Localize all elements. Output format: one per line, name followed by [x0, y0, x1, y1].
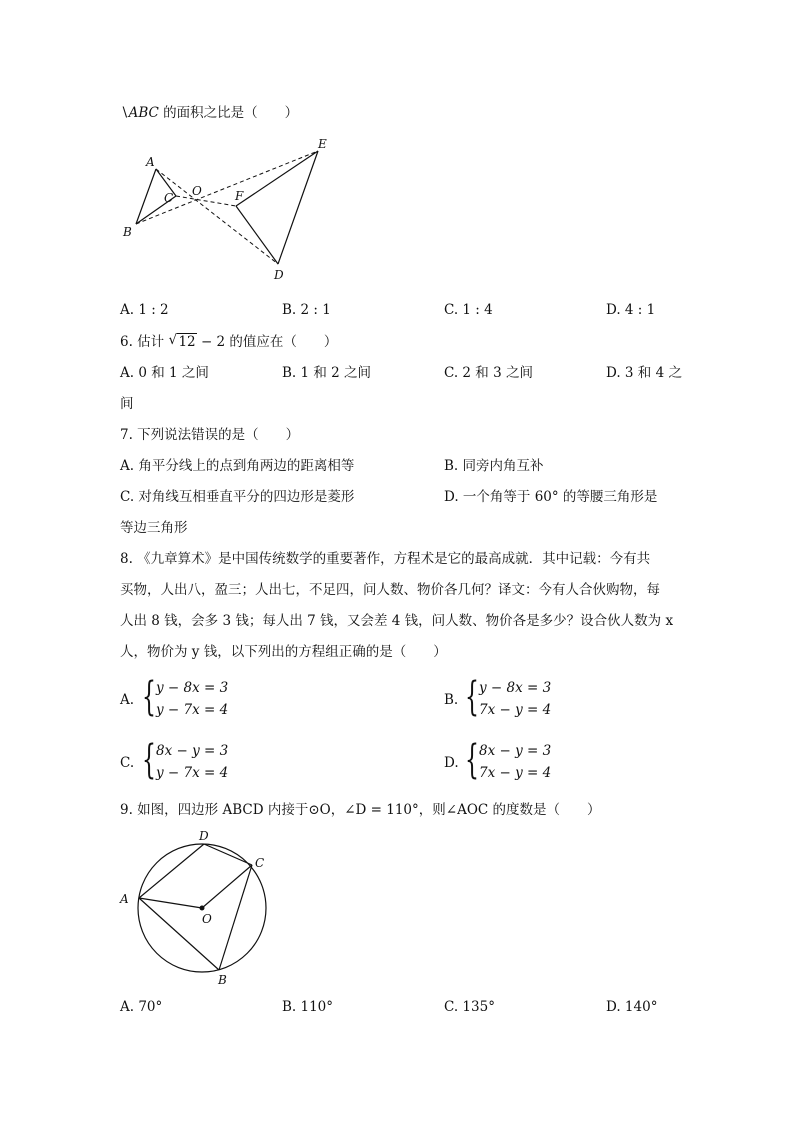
- q9-figure: [114, 826, 284, 988]
- q6-prefix: 6. 估计: [120, 334, 169, 350]
- q9-center-dot: [200, 906, 205, 911]
- q8-option-d-brace: {: [465, 737, 479, 783]
- q8-option-c-eq1: 8x − y = 3: [156, 743, 229, 759]
- q8-line-3: 人出 8 钱，会多 3 钱；每人出 7 钱，又会差 4 钱，问人数、物价各是多少？设合伙人数为 x: [120, 613, 674, 629]
- q9-option-c[interactable]: C. 135°: [444, 999, 495, 1015]
- q5-triangle-prefix: ∖: [120, 105, 129, 121]
- q9-label-b: B: [218, 973, 227, 987]
- q5-seg-fd: [236, 206, 278, 264]
- q5-label-a: A: [146, 155, 155, 169]
- q8-option-c-label[interactable]: C.: [120, 755, 135, 771]
- q9-label-c: C: [255, 856, 265, 870]
- q8-option-b-system[interactable]: [465, 674, 585, 724]
- q6-option-b[interactable]: B. 1 和 2 之间: [282, 365, 372, 381]
- q6-option-d[interactable]: D. 3 和 4 之: [606, 365, 682, 381]
- q9-seg-ab: [139, 898, 219, 970]
- q7-option-d[interactable]: D. 一个角等于 60° 的等腰三角形是: [444, 489, 658, 505]
- q8-option-a-system[interactable]: [142, 674, 262, 724]
- q6-option-c[interactable]: C. 2 和 3 之间: [444, 365, 533, 381]
- q5-label-d: D: [274, 268, 284, 282]
- q8-line-1: 8. 《九章算术》是中国传统数学的重要著作，方程术是它的最高成就．其中记载：今有共: [120, 551, 651, 567]
- q6-sqrt: [168, 333, 196, 351]
- q7-option-b[interactable]: B. 同旁内角互补: [444, 458, 544, 474]
- q8-option-b-label[interactable]: B.: [444, 692, 459, 708]
- q5-label-e: E: [318, 137, 327, 151]
- q6-option-d-wrap: 间: [120, 396, 134, 412]
- q8-option-c-brace: {: [142, 737, 156, 783]
- q8-option-d-eq2: 7x − y = 4: [479, 765, 552, 781]
- q8-option-d-label[interactable]: D.: [444, 755, 459, 771]
- q8-option-a-eq2: y − 7x = 4: [156, 702, 229, 718]
- q8-option-b-brace: {: [465, 674, 479, 720]
- q7-stem: 7. 下列说法错误的是（ ）: [120, 427, 300, 443]
- q9-label-o: O: [202, 912, 212, 926]
- q6-stem: [120, 333, 337, 351]
- q5-dash-ad: [156, 169, 278, 264]
- q5-dash-be: [136, 151, 318, 224]
- q5-option-c[interactable]: C. 1 : 4: [444, 302, 493, 318]
- q5-label-f: F: [235, 189, 244, 203]
- q5-figure: [118, 134, 338, 284]
- q5-option-a[interactable]: A. 1 : 2: [120, 302, 169, 318]
- q8-option-d-eq1: 8x − y = 3: [479, 743, 552, 759]
- q5-label-c: C: [164, 191, 174, 205]
- q5-seg-ab: [136, 169, 156, 224]
- q8-option-a-label[interactable]: A.: [120, 692, 135, 708]
- q5-stem-text: 的面积之比是（ ）: [158, 105, 299, 121]
- q9-label-d: D: [199, 829, 209, 843]
- q6-option-a[interactable]: A. 0 和 1 之间: [120, 365, 209, 381]
- q5-label-o: O: [192, 184, 202, 198]
- q5-seg-ed: [278, 151, 318, 264]
- q6-suffix: − 2 的值应在（ ）: [196, 334, 338, 350]
- q9-option-a[interactable]: A. 70°: [120, 999, 163, 1015]
- q5-triangle-name: ABC: [128, 105, 159, 121]
- q9-seg-dc: [204, 844, 252, 865]
- q5-label-b: B: [123, 225, 132, 239]
- q9-stem: 9. 如图，四边形 ABCD 内接于⊙O，∠D = 110°，则∠AOC 的度数是（ ）: [120, 802, 601, 818]
- q9-option-b[interactable]: B. 110°: [282, 999, 334, 1015]
- q5-stem-tail: [120, 104, 298, 122]
- q8-option-c-eq2: y − 7x = 4: [156, 765, 229, 781]
- q8-line-4: 人，物价为 y 钱，以下列出的方程组正确的是（ ）: [120, 644, 447, 660]
- q6-radicand: 12: [178, 334, 196, 350]
- q8-option-a-brace: {: [142, 674, 156, 720]
- q9-seg-oc: [202, 865, 252, 908]
- q7-option-d-wrap: 等边三角形: [120, 520, 188, 536]
- q8-option-c-system[interactable]: [142, 737, 262, 787]
- q7-option-a[interactable]: A. 角平分线上的点到角两边的距离相等: [120, 458, 355, 474]
- q7-option-c[interactable]: C. 对角线互相垂直平分的四边形是菱形: [120, 489, 355, 505]
- q5-option-b[interactable]: B. 2 : 1: [282, 302, 331, 318]
- q8-option-d-system[interactable]: [465, 737, 585, 787]
- q9-option-d[interactable]: D. 140°: [606, 999, 658, 1015]
- q5-option-d[interactable]: D. 4 : 1: [606, 302, 656, 318]
- q8-option-b-eq2: 7x − y = 4: [479, 702, 552, 718]
- q9-label-a: A: [120, 892, 129, 906]
- q8-line-2: 买物，人出八，盈三；人出七，不足四，问人数、物价各几何？译文：今有人合伙购物，每: [120, 582, 660, 598]
- q8-option-b-eq1: y − 8x = 3: [479, 680, 552, 696]
- q8-option-a-eq1: y − 8x = 3: [156, 680, 229, 696]
